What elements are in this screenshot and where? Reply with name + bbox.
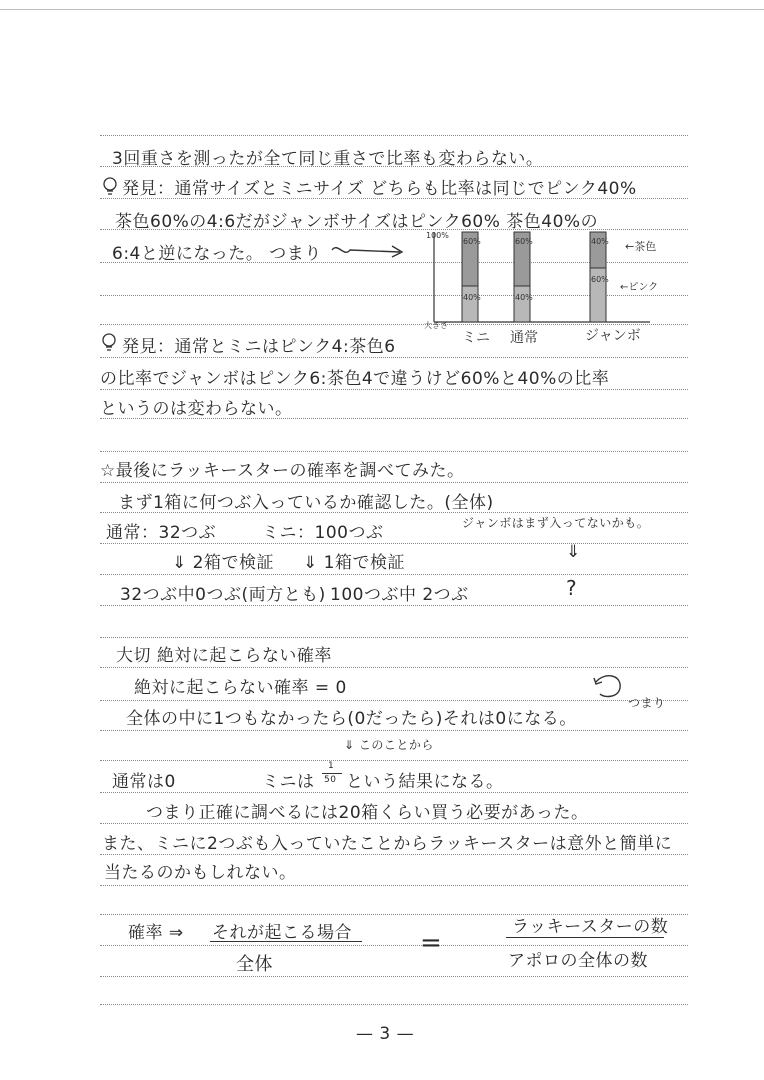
label-top-0: 60% [463, 237, 481, 246]
fraction-numerator: 1 [328, 761, 335, 771]
verify-mini: ⇓ 1箱で検証 [303, 553, 405, 573]
category-label-normal: 通常 [510, 330, 538, 346]
text-line-1: 3回重さを測ったが全て同じ重さで比率も変わらない。 [112, 149, 544, 169]
formula-right-fraction-bar [506, 937, 664, 938]
text-line-4: 6:4と逆になった。 つまり [112, 244, 322, 264]
count-normal: 通常：32つぶ [106, 523, 217, 543]
y-top-label: 100% [426, 231, 449, 240]
ratio-chart [420, 224, 680, 354]
count-mini: ミニ：100つぶ [262, 523, 384, 543]
result-mini-label: ミニは [262, 772, 315, 792]
result-jumbo: ? [566, 576, 578, 600]
ruled-line [100, 135, 688, 136]
result-normal-zero: 通常は0 [112, 772, 176, 792]
formula-fraction-bar [210, 941, 362, 942]
lightbulb-icon [98, 332, 120, 354]
text-line-13: 大切 絶対に起こらない確率 [116, 646, 332, 666]
category-label-jumbo: ジャンボ [585, 328, 641, 344]
ruled-line [100, 1004, 688, 1005]
text-line-19: また、ミニに2つぶも入っていたことからラッキースターは意外と簡単に [102, 834, 673, 854]
label-top-1: 60% [515, 237, 533, 246]
curved-arrow-icon [592, 672, 632, 702]
text-line-3: 茶色60%の4:6だがジャンボサイズはピンク60% 茶色40%の [115, 212, 599, 232]
fraction-bar [322, 773, 342, 774]
bar-pink-0 [462, 286, 478, 322]
formula-left: 確率 ⇒ [128, 923, 184, 943]
y-bottom-label: 大きさ [424, 321, 448, 330]
ruled-line [100, 543, 688, 544]
ruled-line [100, 976, 688, 977]
squiggle-arrow-icon [330, 240, 410, 260]
text-line-2: 発見：通常サイズとミニサイズ どちらも比率は同じでピンク40% [122, 179, 637, 199]
text-line-7: というのは変わらない。 [100, 399, 293, 419]
ruled-line [100, 389, 688, 390]
ruled-line [100, 451, 688, 452]
tsumari-note: つまり [628, 696, 666, 710]
text-line-14: 絶対に起こらない確率 = 0 [134, 678, 347, 698]
ruled-line [100, 760, 688, 761]
fraction-denominator: 50 [324, 775, 337, 785]
result-mini: 100つぶ中 2つぶ [330, 585, 469, 605]
formula-right-denominator: アポロの全体の数 [508, 951, 648, 971]
ruled-line [100, 885, 688, 886]
text-line-9: まず1箱に何つぶ入っているか確認した。(全体) [118, 493, 494, 513]
ruled-line [100, 482, 688, 483]
lightbulb-icon [100, 176, 120, 196]
legend-pink: ←ピンク [620, 282, 659, 293]
top-border [0, 9, 764, 10]
formula-equals: = [420, 928, 443, 958]
label-bottom-1: 40% [515, 293, 533, 302]
text-line-5: 発見：通常とミニはピンク4:茶色6 [122, 337, 396, 357]
label-bottom-2: 60% [591, 275, 609, 284]
bar-pink-1 [514, 286, 530, 322]
formula-denominator: 全体 [236, 954, 273, 975]
ruled-line [100, 823, 688, 824]
result-conclusion: という結果になる。 [346, 772, 504, 792]
ruled-line [100, 667, 688, 668]
category-label-mini: ミニ [462, 330, 490, 346]
ruled-line [100, 357, 688, 358]
page-number: — 3 — [356, 1024, 415, 1044]
label-bottom-0: 40% [463, 293, 481, 302]
legend-brown: ←茶色 [625, 240, 657, 253]
label-top-2: 40% [591, 237, 609, 246]
verify-jumbo: ⇓ [566, 542, 581, 562]
ruled-line [100, 854, 688, 855]
ruled-line [100, 730, 688, 731]
result-normal: 32つぶ中0つぶ(両方とも) [120, 585, 326, 605]
ruled-line [100, 637, 688, 638]
formula-right-numerator: ラッキースターの数 [512, 917, 669, 937]
text-line-15: 全体の中に1つもなかったら(0だったら)それは0になる。 [126, 709, 577, 729]
ruled-line [100, 574, 688, 575]
text-line-18: つまり正確に調べるには20箱くらい買う必要があった。 [146, 803, 589, 823]
ruled-line [100, 792, 688, 793]
jumbo-note: ジャンボはまず入ってないかも。 [462, 516, 650, 530]
text-line-20: 当たるのかもしれない。 [104, 863, 297, 883]
therefore-note: ⇓ このことから [344, 738, 434, 752]
bars-group [462, 232, 609, 322]
ruled-line [100, 605, 688, 606]
formula-numerator: それが起こる場合 [212, 923, 352, 943]
text-line-8: ☆最後にラッキースターの確率を調べてみた。 [100, 461, 465, 481]
verify-normal: ⇓ 2箱で検証 [172, 553, 274, 573]
text-line-6: の比率でジャンボはピンク6:茶色4で違うけど60%と40%の比率 [100, 369, 610, 389]
